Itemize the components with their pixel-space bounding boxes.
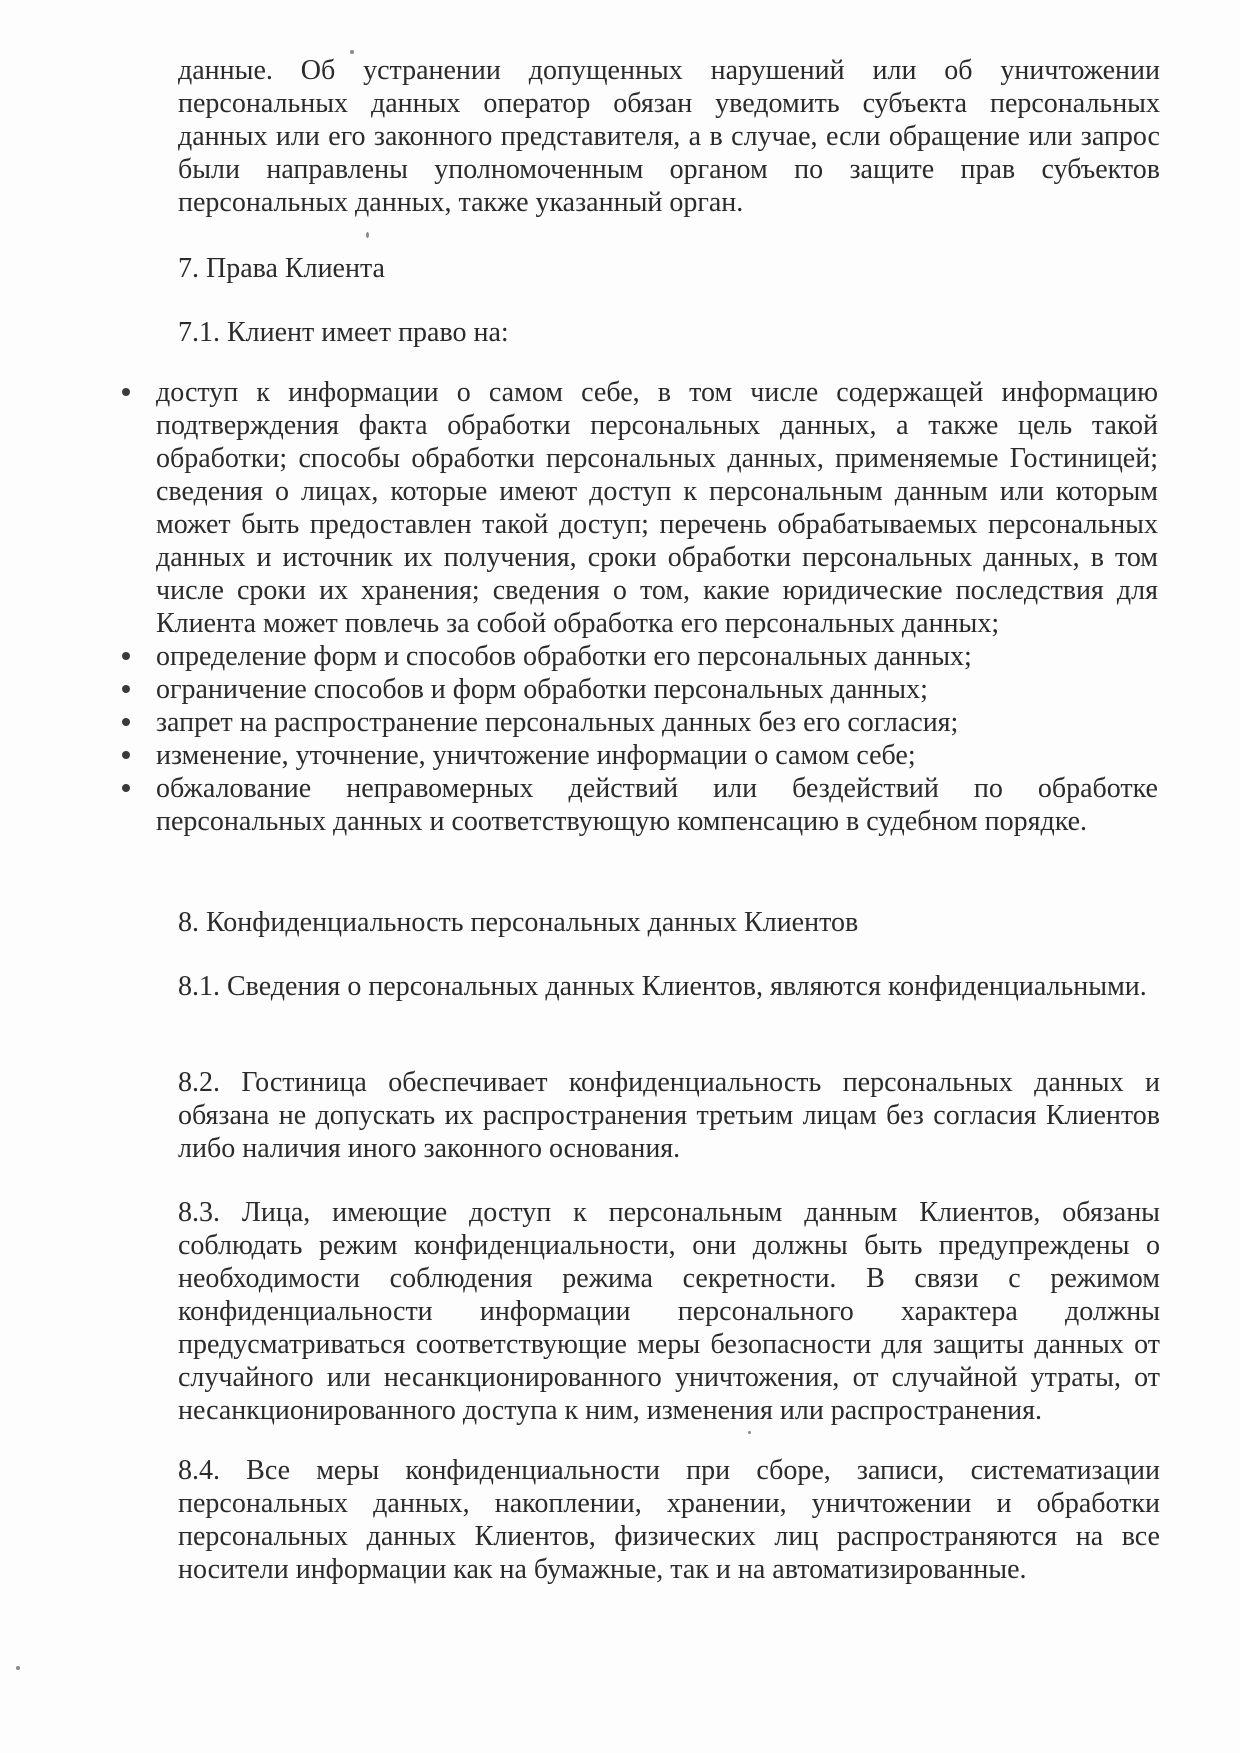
intro-paragraph: данные. Об устранении допущенных нарушений или об уничтожении персональных данных оператор обязан уведомить субъекта персональных данных или его законного представителя, а в случае, если обращение или запрос были направлены уполномоченным органом по защите прав субъектов персональных данных, также указанный орган. bbox=[178, 55, 1160, 218]
section-7-heading: 7. Права Клиента bbox=[178, 253, 385, 284]
rights-list-item bbox=[0, 706, 1240, 739]
rights-item-text: ограничение способов и форм обработки персональных данных; bbox=[156, 674, 928, 705]
rights-item-text: обжалование неправомерных действий или бездействий по обработке персональных данных и соответствующую компенсацию в судебном порядке. bbox=[156, 773, 1158, 837]
bullet-icon bbox=[122, 685, 130, 693]
rights-list-item bbox=[0, 640, 1240, 673]
rights-item-text: запрет на распространение персональных данных без его согласия; bbox=[156, 707, 959, 738]
bullet-icon bbox=[122, 652, 130, 660]
section-8-2-paragraph: 8.2. Гостиница обеспечивает конфиденциальность персональных данных и обязана не допускать их распространения третьим лицам без согласия Клиентов либо наличия иного законного основания. bbox=[178, 1067, 1160, 1164]
rights-item-text: доступ к информации о самом себе, в том числе содержащей информацию подтверждения факта обработки персональных данных, а также цель такой обработки; способы обработки персональных данных, применяемые Гостиницей; сведения о лицах, которые имеют доступ к персональным данным или которым может быть предоставлен такой доступ; перечень обрабатываемых персональных данных и источник их получения, сроки обработки персональных данных, в том числе сроки их хранения; сведения о том, какие юридические последствия для Клиента может повлечь за собой обработка его персональных данных; bbox=[156, 377, 1158, 639]
scan-speck bbox=[366, 232, 369, 238]
scan-speck bbox=[16, 1666, 20, 1670]
bullet-icon bbox=[122, 784, 130, 792]
rights-list-item bbox=[0, 772, 1240, 838]
scan-speck bbox=[748, 1431, 751, 1434]
section-8-heading: 8. Конфиденциальность персональных данных Клиентов bbox=[178, 907, 859, 938]
bullet-icon bbox=[122, 388, 130, 396]
section-8-4-paragraph: 8.4. Все меры конфиденциальности при сборе, записи, систематизации персональных данных, накоплении, хранении, уничтожении и обработки персональных данных Клиентов, физических лиц распространяются на все носители информации как на бумажные, так и на автоматизированные. bbox=[178, 1455, 1160, 1585]
bullet-icon bbox=[122, 718, 130, 726]
section-8-1-paragraph: 8.1. Сведения о персональных данных Клиентов, являются конфиденциальными. bbox=[178, 971, 1147, 1002]
scan-speck bbox=[350, 50, 354, 54]
rights-list bbox=[0, 376, 1240, 838]
rights-list-item bbox=[0, 673, 1240, 706]
section-8-3-paragraph: 8.3. Лица, имеющие доступ к персональным данным Клиентов, обязаны соблюдать режим конфиденциальности, они должны быть предупреждены о необходимости соблюдения режима секретности. В связи с режимом конфиденциальности информации персонального характера должны предусматриваться соответствующие меры безопасности для защиты данных от случайного или несанкционированного уничтожения, от случайной утраты, от несанкционированного доступа к ним, изменения или распространения. bbox=[178, 1197, 1160, 1426]
rights-list-item bbox=[0, 739, 1240, 772]
rights-item-text: определение форм и способов обработки его персональных данных; bbox=[156, 641, 972, 672]
section-7-1-subheading: 7.1. Клиент имеет право на: bbox=[178, 317, 509, 348]
rights-item-text: изменение, уточнение, уничтожение информации о самом себе; bbox=[156, 740, 916, 771]
bullet-icon bbox=[122, 751, 130, 759]
rights-list-item bbox=[0, 376, 1240, 640]
